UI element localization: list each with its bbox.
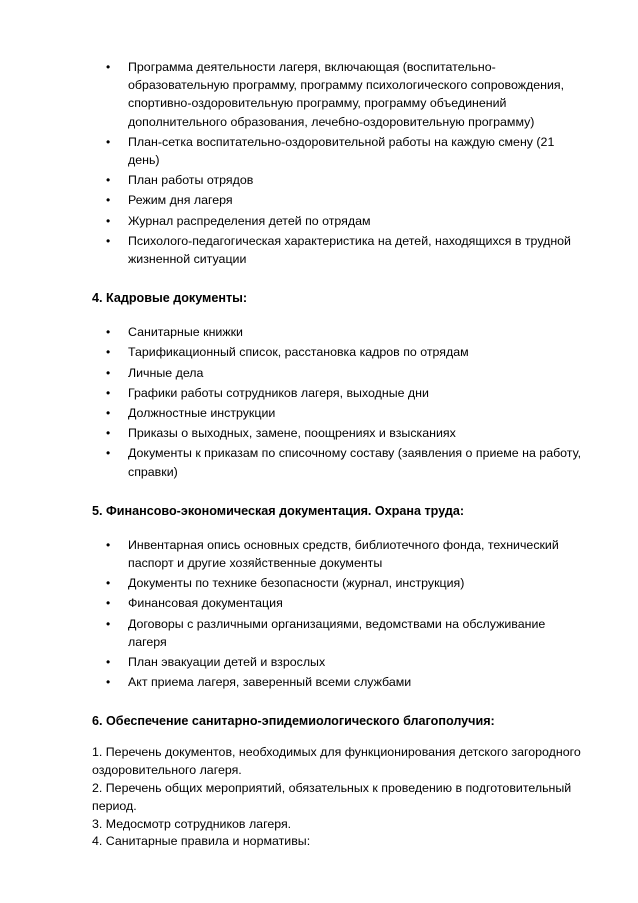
list-item: • Психолого-педагогическая характеристика на детей, находящихся в трудной жизненной ситуации bbox=[128, 232, 588, 268]
list-item: • Тарификационный список, расстановка кадров по отрядам bbox=[128, 343, 588, 361]
list-item: • Личные дела bbox=[128, 364, 588, 382]
staff-documents-list bbox=[92, 323, 588, 481]
list-item: • Режим дня лагеря bbox=[128, 191, 588, 209]
section-heading-sanitary: 6. Обеспечение санитарно-эпидемиологического благополучия: bbox=[92, 714, 495, 729]
list-item: • Программа деятельности лагеря, включающая (воспитательно-образовательную программу, программу психологического сопровождения, спортивно-оздоровительную программу, программу объединений дополнительного образования, лечебно-оздоровительную программу) bbox=[128, 58, 588, 131]
program-documents-list bbox=[92, 58, 588, 268]
list-item: • Приказы о выходных, замене, поощрениях и взысканиях bbox=[128, 424, 588, 442]
numbered-item: 1. Перечень документов, необходимых для функционирования детского загородного оздоровительного лагеря. bbox=[92, 745, 581, 778]
list-item: • Документы по технике безопасности (журнал, инструкция) bbox=[128, 574, 588, 592]
numbered-item: 3. Медосмотр сотрудников лагеря. bbox=[92, 816, 292, 831]
list-item: • Акт приема лагеря, заверенный всеми службами bbox=[128, 673, 588, 691]
section-heading-staff: 4. Кадровые документы: bbox=[92, 291, 248, 306]
list-item: • Договоры с различными организациями, ведомствами на обслуживание лагеря bbox=[128, 615, 588, 651]
sanitary-documents-list bbox=[92, 744, 588, 851]
list-item: • План эвакуации детей и взрослых bbox=[128, 653, 588, 671]
section-heading-finance: 5. Финансово-экономическая документация. Охрана труда: bbox=[92, 503, 465, 518]
numbered-item: 4. Санитарные правила и нормативы: bbox=[92, 834, 311, 849]
list-item: • Санитарные книжки bbox=[128, 323, 588, 341]
list-item: • Графики работы сотрудников лагеря, выходные дни bbox=[128, 384, 588, 402]
numbered-item: 2. Перечень общих мероприятий, обязательных к проведению в подготовительный период. bbox=[92, 781, 572, 813]
list-item: • Должностные инструкции bbox=[128, 404, 588, 422]
list-item: • Инвентарная опись основных средств, библиотечного фонда, технический паспорт и другие хозяйственные документы bbox=[128, 536, 588, 572]
finance-documents-list bbox=[92, 536, 588, 692]
list-item: • План-сетка воспитательно-оздоровительной работы на каждую смену (21 день) bbox=[128, 133, 588, 169]
list-item: • Журнал распределения детей по отрядам bbox=[128, 212, 588, 230]
list-item: • План работы отрядов bbox=[128, 171, 588, 189]
list-item: • Финансовая документация bbox=[128, 594, 588, 612]
list-item: • Документы к приказам по списочному составу (заявления о приеме на работу, справки) bbox=[128, 444, 588, 480]
